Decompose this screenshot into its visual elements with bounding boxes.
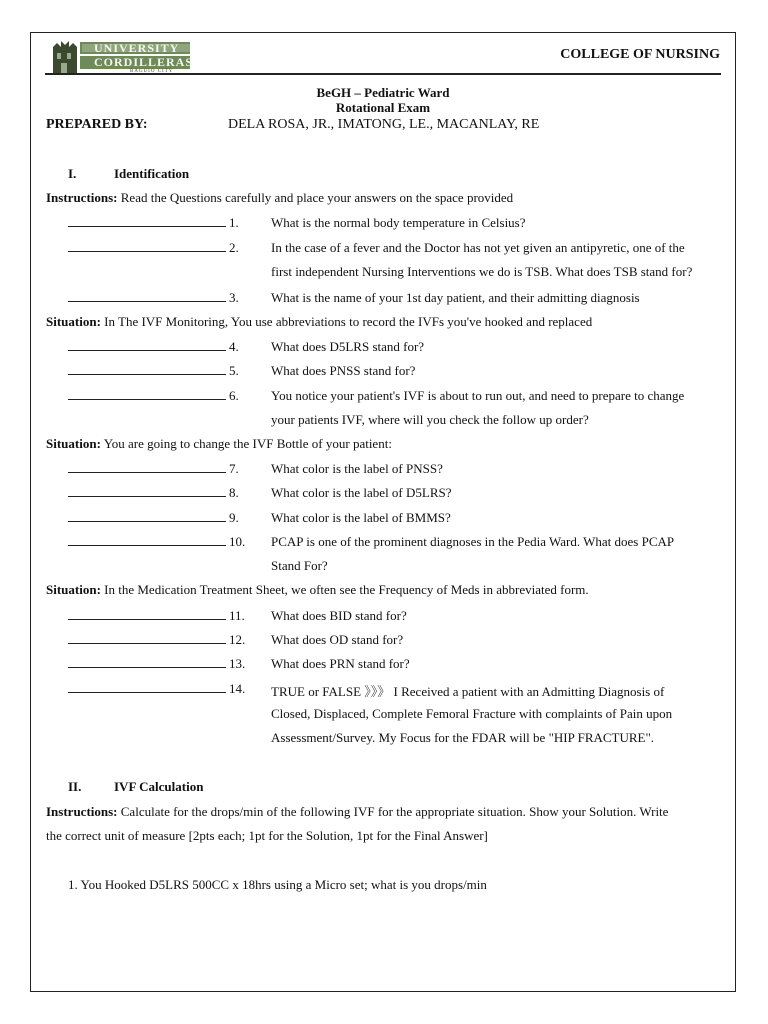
- section-1-instructions: [46, 190, 513, 206]
- answer-blank-9[interactable]: [68, 509, 226, 522]
- answer-blank-2[interactable]: [68, 239, 226, 252]
- instructions-text: Read the Questions carefully and place your answers on the space provided: [120, 190, 514, 205]
- situation-2-label: Situation:: [46, 436, 101, 451]
- question-11-line-1: What does BID stand for?: [271, 608, 407, 623]
- question-number-2: 2.: [229, 240, 239, 255]
- question-number-10: 10.: [229, 534, 246, 549]
- situation-1-label: Situation:: [46, 314, 101, 329]
- question-14-line-1: TRUE or FALSE 》》》 I Received a patient with an Admitting Diagnosis of: [271, 684, 665, 699]
- answer-blank-10[interactable]: [68, 533, 226, 546]
- question-8-line-1: What color is the label of D5LRS?: [271, 485, 452, 500]
- question-number-11: 11.: [229, 608, 245, 623]
- question-2-line-2: first independent Nursing Interventions we do is TSB. What does TSB stand for?: [271, 264, 693, 279]
- situation-1-text: In The IVF Monitoring, You use abbreviations to record the IVFs you've hooked and replaced: [104, 314, 593, 329]
- question-10-line-1: PCAP is one of the prominent diagnoses in the Pedia Ward. What does PCAP: [271, 534, 675, 549]
- question-6-line-1: You notice your patient's IVF is about to run out, and need to prepare to change: [271, 388, 685, 403]
- question-number-14: 14.: [229, 681, 246, 696]
- answer-blank-14[interactable]: [68, 680, 226, 693]
- question-number-7: 7.: [229, 461, 239, 476]
- exam-page: [30, 32, 736, 992]
- question-13-line-1: What does PRN stand for?: [271, 656, 410, 671]
- question-2-line-1: In the case of a fever and the Doctor has not yet given an antipyretic, one of the: [271, 240, 685, 255]
- situation-3-text: In the Medication Treatment Sheet, we often see the Frequency of Meds in abbreviated form.: [104, 582, 589, 597]
- question-number-12: 12.: [229, 632, 246, 647]
- question-10-line-2: Stand For?: [271, 558, 328, 573]
- logo-line-1: UNIVERSITY: [94, 41, 180, 55]
- question-number-3: 3.: [229, 290, 239, 305]
- exam-title: BeGH – Pediatric Ward: [316, 85, 450, 100]
- question-3-line-1: What is the name of your 1st day patient, and their admitting diagnosis: [271, 290, 640, 305]
- answer-blank-12[interactable]: [68, 631, 226, 644]
- answer-blank-4[interactable]: [68, 338, 226, 351]
- answer-blank-1[interactable]: [68, 214, 226, 227]
- answer-blank-7[interactable]: [68, 460, 226, 473]
- section-2-instructions-label: Instructions:: [46, 804, 118, 819]
- ivf-problem-1: 1. You Hooked D5LRS 500CC x 18hrs using a Micro set; what is you drops/min: [68, 877, 487, 892]
- question-number-1: 1.: [229, 215, 239, 230]
- section-2-instructions-line-2: the correct unit of measure [2pts each; 1pt for the Solution, 1pt for the Final Answer]: [46, 828, 488, 843]
- answer-blank-3[interactable]: [68, 289, 226, 302]
- question-number-6: 6.: [229, 388, 239, 403]
- question-number-8: 8.: [229, 485, 239, 500]
- question-number-5: 5.: [229, 363, 239, 378]
- question-9-line-1: What color is the label of BMMS?: [271, 510, 451, 525]
- question-6-line-2: your patients IVF, where will you check the follow up order?: [271, 412, 589, 427]
- instructions-label: Instructions:: [46, 190, 118, 205]
- logo-line-2: CORDILLERAS: [94, 55, 194, 69]
- prepared-by-names: DELA ROSA, JR., IMATONG, LE., MACANLAY, RE: [228, 117, 540, 132]
- question-14-line-2: Closed, Displaced, Complete Femoral Fracture with complaints of Pain upon: [271, 706, 673, 721]
- university-logo: [50, 39, 193, 77]
- situation-1: [46, 314, 592, 330]
- question-5-line-1: What does PNSS stand for?: [271, 363, 416, 378]
- question-7-line-1: What color is the label of PNSS?: [271, 461, 443, 476]
- section-2-instructions-line-1: Calculate for the drops/min of the following IVF for the appropriate situation. Show your Solution. Write: [120, 804, 669, 819]
- question-12-line-1: What does OD stand for?: [271, 632, 404, 647]
- situation-2: [46, 436, 392, 452]
- exam-subtitle: Rotational Exam: [335, 100, 431, 115]
- question-number-13: 13.: [229, 656, 246, 671]
- section-1-roman: I.: [68, 166, 77, 181]
- answer-blank-8[interactable]: [68, 484, 226, 497]
- question-4-line-1: What does D5LRS stand for?: [271, 339, 425, 354]
- answer-blank-11[interactable]: [68, 607, 226, 620]
- section-2-title: IVF Calculation: [114, 779, 204, 794]
- answer-blank-5[interactable]: [68, 362, 226, 375]
- prepared-by-label: PREPARED BY:: [46, 117, 148, 132]
- answer-blank-13[interactable]: [68, 655, 226, 668]
- situation-3-label: Situation:: [46, 582, 101, 597]
- situation-2-text: You are going to change the IVF Bottle of your patient:: [103, 436, 392, 451]
- section-2-instructions: [46, 804, 668, 820]
- header-divider: [45, 73, 721, 75]
- question-number-9: 9.: [229, 510, 239, 525]
- college-name: COLLEGE OF NURSING: [560, 47, 720, 62]
- question-14-line-3: Assessment/Survey. My Focus for the FDAR will be "HIP FRACTURE".: [271, 730, 655, 745]
- logo-subtitle: BAGUIO CITY: [130, 69, 174, 74]
- section-2-roman: II.: [68, 779, 82, 794]
- section-1-title: Identification: [114, 166, 190, 181]
- situation-3: [46, 582, 589, 598]
- question-number-4: 4.: [229, 339, 239, 354]
- question-1-line-1: What is the normal body temperature in Celsius?: [271, 215, 526, 230]
- answer-blank-6[interactable]: [68, 387, 226, 400]
